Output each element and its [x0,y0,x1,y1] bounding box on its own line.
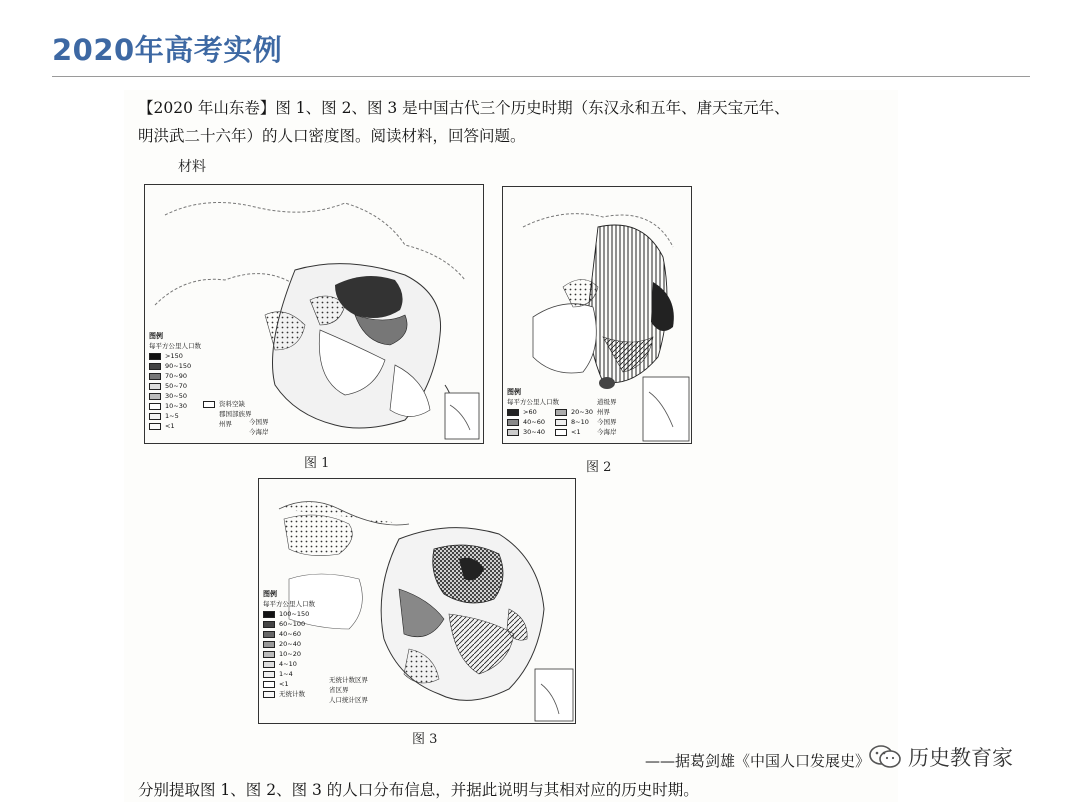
legend-item [149,411,201,421]
legend-item [203,419,252,429]
legend-swatch [149,403,161,410]
legend-item [329,695,368,705]
question-line-1: 【2020 年山东卷】图 1、图 2、图 3 是中国古代三个历史时期（东汉永和五年、唐天宝元年、 [138,99,790,117]
legend-swatch [203,401,215,408]
legend-label: <1 [571,428,581,436]
map-figure-1-line-legend-2 [249,417,269,437]
legend-item [555,417,593,427]
material-label: 材料 [178,159,206,175]
legend-swatch [263,611,275,618]
legend-label: 4~10 [279,660,297,668]
legend-swatch [263,631,275,638]
map-figure-1 [144,184,484,444]
figure-2-caption: 图 2 [586,460,612,475]
legend-item [263,609,315,619]
legend-item [263,639,315,649]
legend-item [249,417,269,427]
legend-item [597,397,617,407]
legend-label: 州界 [597,408,610,416]
legend-item [597,427,617,437]
legend-label: 30~50 [165,392,187,400]
legend-label: 今海岸 [597,428,617,436]
legend-item [263,689,315,699]
legend-label: 省区界 [329,686,349,694]
legend-subtitle: 每平方公里人口数 [263,600,315,608]
watermark-text: 历史教育家 [908,746,1013,770]
legend-item [263,619,315,629]
legend-label: 40~60 [523,418,545,426]
legend-label: 10~20 [279,650,301,658]
watermark [868,742,1013,772]
legend-item [507,427,559,437]
legend-item [149,421,201,431]
legend-label: 20~30 [571,408,593,416]
legend-subtitle: 每平方公里人口数 [507,398,559,406]
legend-label: 60~100 [279,620,306,628]
legend-item [597,407,617,417]
legend-item [149,371,201,381]
legend-label: 郡国部族界 [219,410,252,418]
legend-subtitle: 每平方公里人口数 [149,342,201,350]
legend-item [249,427,269,437]
map-figure-2-legend-2 [555,407,593,437]
legend-label: >150 [165,352,183,360]
legend-swatch [263,681,275,688]
legend-title: 图例 [507,388,521,396]
legend-item [597,417,617,427]
legend-label: >60 [523,408,537,416]
legend-label: 州界 [219,420,232,428]
map-figure-3-line-legend [329,675,368,705]
legend-item [149,361,201,371]
legend-label: 今国界 [249,418,269,426]
question-prompt: 分别提取图 1、图 2、图 3 的人口分布信息，并据此说明与其相对应的历史时期。 [138,781,699,799]
map-figure-3-legend [263,589,315,699]
map-figure-2-legend [507,387,559,437]
legend-swatch [507,409,519,416]
map-figure-1-line-legend [203,399,252,429]
legend-label: 道级界 [597,398,617,406]
legend-swatch [149,393,161,400]
legend-swatch [263,661,275,668]
legend-swatch [263,621,275,628]
legend-item [329,675,368,685]
legend-item [149,391,201,401]
scanned-exam-question [124,90,898,802]
legend-swatch [149,373,161,380]
source-citation: ——据葛剑雄《中国人口发展史》 [644,752,870,770]
map-figure-2 [502,186,692,444]
slide-title: 2020年高考实例 [52,33,283,67]
legend-label: 1~5 [165,412,179,420]
legend-item [263,629,315,639]
legend-item [263,679,315,689]
legend-swatch [149,413,161,420]
legend-swatch [263,651,275,658]
legend-item [203,399,252,409]
legend-item [149,381,201,391]
figure-1-caption: 图 1 [304,456,330,471]
title-divider [52,76,1030,77]
legend-label: 90~150 [165,362,192,370]
legend-item [149,351,201,361]
legend-label: <1 [165,422,175,430]
legend-label: <1 [279,680,289,688]
legend-item [263,659,315,669]
legend-label: 今国界 [597,418,617,426]
legend-label: 8~10 [571,418,589,426]
figure-3-caption: 图 3 [412,732,438,747]
legend-swatch [263,641,275,648]
legend-title: 图例 [149,332,163,340]
legend-label: 今海岸 [249,428,269,436]
legend-item [329,685,368,695]
legend-label: 资料空缺 [219,400,245,408]
legend-swatch [149,383,161,390]
legend-swatch [263,671,275,678]
legend-swatch [507,429,519,436]
question-line-2: 明洪武二十六年）的人口密度图。阅读材料，回答问题。 [138,127,526,145]
legend-item [555,407,593,417]
map-figure-1-legend [149,331,201,431]
legend-item [203,409,252,419]
legend-label: 10~30 [165,402,187,410]
legend-label: 100~150 [279,610,310,618]
legend-item [507,407,559,417]
legend-item [507,417,559,427]
legend-item [149,401,201,411]
legend-label: 50~70 [165,382,187,390]
legend-label: 20~40 [279,640,301,648]
legend-swatch [263,691,275,698]
legend-item [555,427,593,437]
legend-label: 无统计数 [279,690,305,698]
legend-label: 人口统计区界 [329,696,368,704]
legend-swatch [555,419,567,426]
legend-label: 1~4 [279,670,293,678]
legend-label: 40~60 [279,630,301,638]
wechat-icon [868,744,902,770]
legend-swatch [149,423,161,430]
legend-swatch [149,353,161,360]
legend-label: 70~90 [165,372,187,380]
legend-label: 无统计数区界 [329,676,368,684]
map-figure-3 [258,478,576,724]
legend-item [263,669,315,679]
legend-swatch [555,429,567,436]
legend-swatch [507,419,519,426]
legend-swatch [555,409,567,416]
legend-item [263,649,315,659]
map-figure-2-line-legend [597,397,617,437]
legend-title: 图例 [263,590,277,598]
legend-swatch [149,363,161,370]
legend-label: 30~40 [523,428,545,436]
